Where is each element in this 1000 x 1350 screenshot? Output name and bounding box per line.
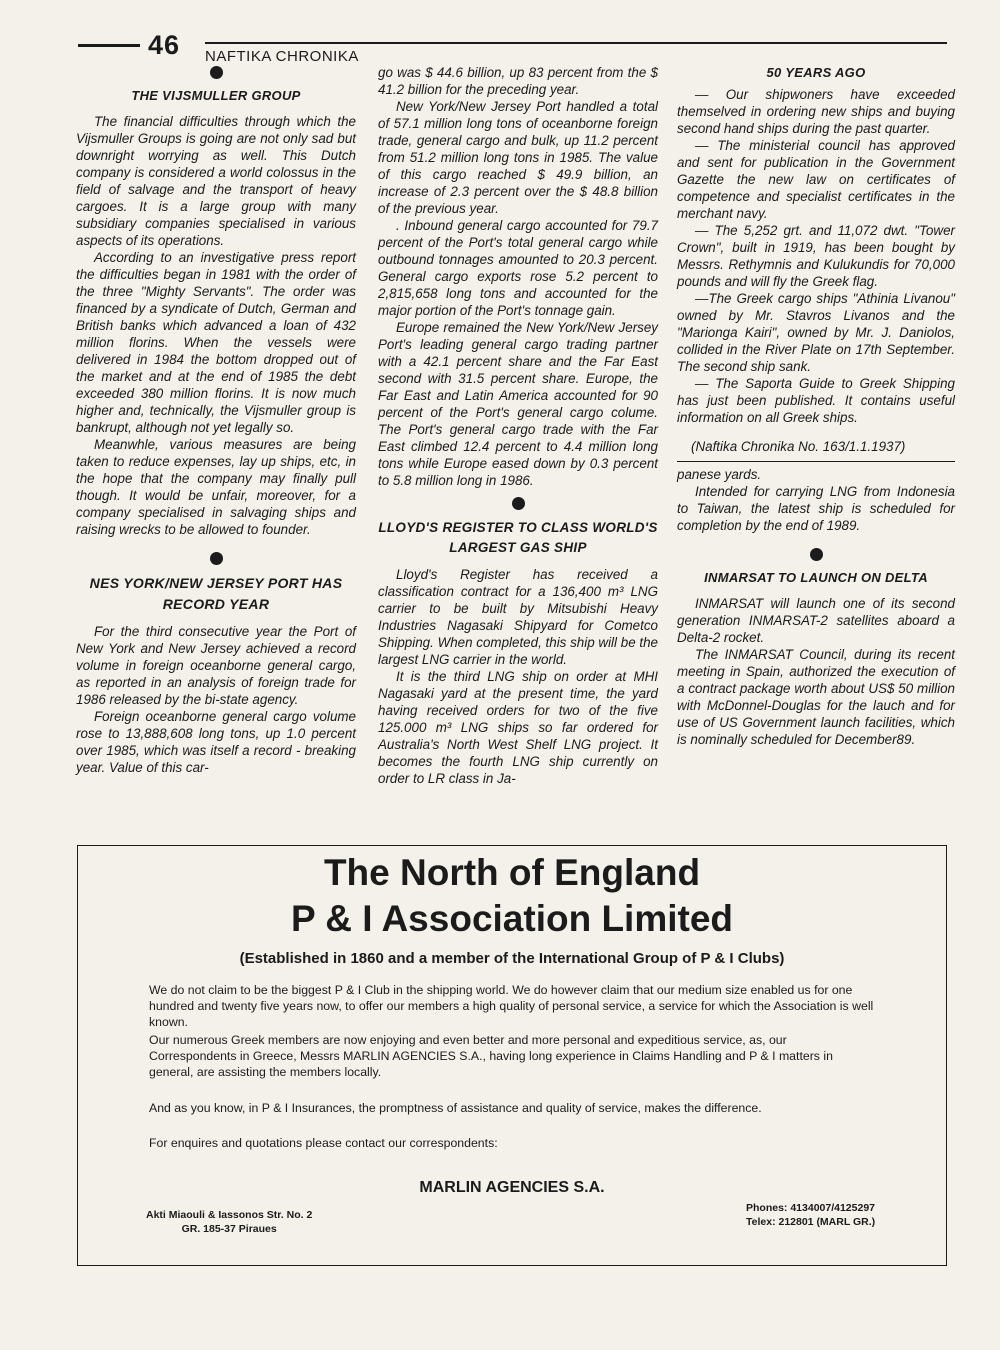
ad-paragraph: We do not claim to be the biggest P & I Club in the shipping world. We do however claim that our medium size enabled us for one hundred and twenty five years now, to offer our members a high quality of personal service, a service for which the Association is well known. bbox=[149, 983, 874, 1029]
vijsmuller-paragraph: Meanwhle, various measures are being taken to reduce expenses, lay up ships, etc, in the hope that the company may finally pull though. It would be unfair, moreover, for a company specialised in salvaging ships and raising wrecks to be allowed to founder. bbox=[76, 437, 356, 537]
agency-contacts bbox=[746, 1201, 875, 1229]
bullet-dot bbox=[210, 66, 223, 79]
nynj-paragraph: New York/New Jersey Port handled a total of 57.1 million long tons of oceanborne foreign trade, general cargo and bulk, up 11.2 percent from 51.2 million long tons in 1985. The value of this cargo reached $ 49.9 billion, an increase of 2.3 percent over the $ 48.8 billion of the previous year. bbox=[378, 99, 658, 216]
lloyds-title: LLOYD'S REGISTER TO CLASS WORLD'S LARGEST GAS SHIP bbox=[378, 520, 658, 555]
header-rule-right bbox=[205, 42, 947, 44]
ad-established: (Established in 1860 and a member of the International Group of P & I Clubs) bbox=[239, 950, 785, 967]
address-line: Akti Miaouli & Iassonos Str. No. 2 bbox=[146, 1209, 313, 1221]
telex: Telex: 212801 (MARL GR.) bbox=[746, 1216, 876, 1228]
ad-paragraph: For enquires and quotations please contact our correspondents: bbox=[149, 1136, 498, 1150]
nynj-paragraph: Foreign oceanborne general cargo volume rose to 13,888,608 long tons, up 1.0 percent over 1985, which was itself a record - breaking year. Value of this car- bbox=[76, 709, 356, 775]
nynj-paragraph: go was $ 44.6 billion, up 83 percent from the $ 41.2 billion for the preceding year. bbox=[378, 65, 658, 97]
vijsmuller-paragraph: According to an investigative press report the difficulties began in 1981 with the order of the three "Mighty Servants". The order was financed by a syndicate of Dutch, German and British banks which advanced a loan of 432 million florins. When the vessels were delivered in 1984 the bottom dropped out of the market and at the end of 1985 the debt exceeded 380 million florins. It is now much higher and, technically, the Vijsmuller group is bankrupt, although not yet legally so. bbox=[76, 250, 356, 435]
inmarsat-title: INMARSAT TO LAUNCH ON DELTA bbox=[704, 570, 928, 585]
fifty-years-paragraph: —The Greek cargo ships "Athinia Livanou" owned by Mr. Stavros Livanos and the "Marionga Kairi", owned by Mr. J. Daniolos, collided in the River Plate on 17th September. The second ship sank. bbox=[677, 291, 955, 374]
nynj-title: NES YORK/NEW JERSEY PORT HAS RECORD YEAR bbox=[89, 575, 343, 612]
fifty-years-title: 50 YEARS AGO bbox=[766, 65, 866, 80]
nynj-paragraph: For the third consecutive year the Port of New York and New Jersey achieved a record volume in foreign oceanborne general cargo, as reported in an analysis of foreign trade for 1986 released by the bi-state agency. bbox=[76, 624, 356, 707]
header-rule-left bbox=[78, 44, 140, 47]
lloyds-paragraph: Lloyd's Register has received a classification contract for a 136,400 m³ LNG carrier to be built by Mitsubishi Heavy Industries Nagasaki Shipyard for Cometco Shipping. When completed, this ship will be the largest LNG carrier in the world. bbox=[378, 567, 658, 667]
ad-title: The North of England bbox=[323, 852, 701, 893]
ad-paragraph: And as you know, in P & I Insurances, the promptness of assistance and quality of service, makes the difference. bbox=[149, 1101, 762, 1115]
magazine-title: NAFTIKA CHRONIKA bbox=[205, 48, 359, 65]
nynj-paragraph: Europe remained the New York/New Jersey Port's leading general cargo trading partner with a 42.1 percent share and the Far East second with 31.5 percent share. Europe, the Far East and Latin America accounted for 90 percent of the Port's general cargo colume. The Port's general cargo trade with the Far East climbed 12.4 percent to 4.4 million long tons while Europe eased down by 0.3 percent to 5.8 million long in 1986. bbox=[378, 320, 658, 488]
column-3 bbox=[677, 64, 955, 748]
bullet-dot bbox=[810, 548, 823, 561]
agency-name: MARLIN AGENCIES S.A. bbox=[419, 1179, 605, 1196]
advertisement-box bbox=[77, 845, 947, 1266]
vijsmuller-paragraph: The financial difficulties through which the Vijsmuller Groups is going are not only sad but downright worrying as well. This Dutch company is considered a world colossus in the field of salvage and the transport of heavy cargoes. It is a large group with many subsidiary companies specialised in various aspects of its operations. bbox=[76, 114, 356, 248]
citation: (Naftika Chronika No. 163/1.1.1937) bbox=[691, 439, 906, 454]
nynj-paragraph: . Inbound general cargo accounted for 79.7 percent of the Port's total general cargo while outbound tonnages amounted to 20.3 percent. General cargo exports rose 5.2 percent to 2,815,658 long tons and accounted for the major portion of the Port's tonnage gain. bbox=[378, 218, 658, 318]
column-1 bbox=[76, 64, 356, 776]
lloyds-continued: panese yards. bbox=[677, 467, 762, 482]
lloyds-paragraph: It is the third LNG ship on order at MHI Nagasaki yard at the present time, the yard having received orders for two of the five 125.000 m³ LNG ships so far ordered for Australia's North West Shelf LNG project. It becomes the fourth LNG ship currently on order to LR class in Ja- bbox=[378, 669, 658, 786]
bullet-dot bbox=[210, 552, 223, 565]
fifty-years-paragraph: — The ministerial council has approved and sent for publication in the Government Gazette the new law on certificates of competence and specialist certificates in the merchant navy. bbox=[677, 138, 955, 221]
bullet-dot bbox=[512, 497, 525, 510]
fifty-years-paragraph: — The Saporta Guide to Greek Shipping has just been published. It contains useful information on all Greek ships. bbox=[677, 376, 955, 425]
address-line: GR. 185-37 Piraues bbox=[181, 1223, 277, 1235]
vijsmuller-title: THE VIJSMULLER GROUP bbox=[131, 88, 301, 103]
fifty-years-paragraph: — The 5,252 grt. and 11,072 dwt. "Tower Crown", built in 1919, has been bought by Messrs. Rethymnis and Kulukundis for 70,000 pounds and will fly the Greek flag. bbox=[677, 223, 955, 289]
phones: Phones: 4134007/4125297 bbox=[746, 1202, 876, 1214]
column-2 bbox=[378, 64, 658, 787]
column-separator bbox=[677, 461, 955, 462]
inmarsat-paragraph: INMARSAT will launch one of its second generation INMARSAT-2 satellites aboard a Delta-2 rocket. bbox=[677, 596, 955, 645]
page-number: 46 bbox=[148, 30, 181, 60]
ad-title: P & I Association Limited bbox=[290, 898, 734, 939]
inmarsat-paragraph: The INMARSAT Council, during its recent meeting in Spain, authorized the execution of a contract package worth about US$ 50 million with McDonnel-Douglas for the lauch and for use of US Government launch facilities, which is nominally scheduled for December89. bbox=[677, 647, 955, 747]
ad-paragraph: Our numerous Greek members are now enjoying and even better and more personal and expeditious service, as, our Correspondents in Greece, Messrs MARLIN AGENCIES S.A., having long experience in Claims Handling and P & I matters in general, are assisting the members locally. bbox=[149, 1033, 833, 1079]
lloyds-continued: Intended for carrying LNG from Indonesia to Taiwan, the latest ship is scheduled for completion by the end of 1989. bbox=[677, 484, 955, 533]
fifty-years-paragraph: — Our shipwoners have exceeded themselved in ordering new ships and buying second hand ships during the past quarter. bbox=[677, 87, 955, 136]
agency-address bbox=[146, 1208, 312, 1236]
